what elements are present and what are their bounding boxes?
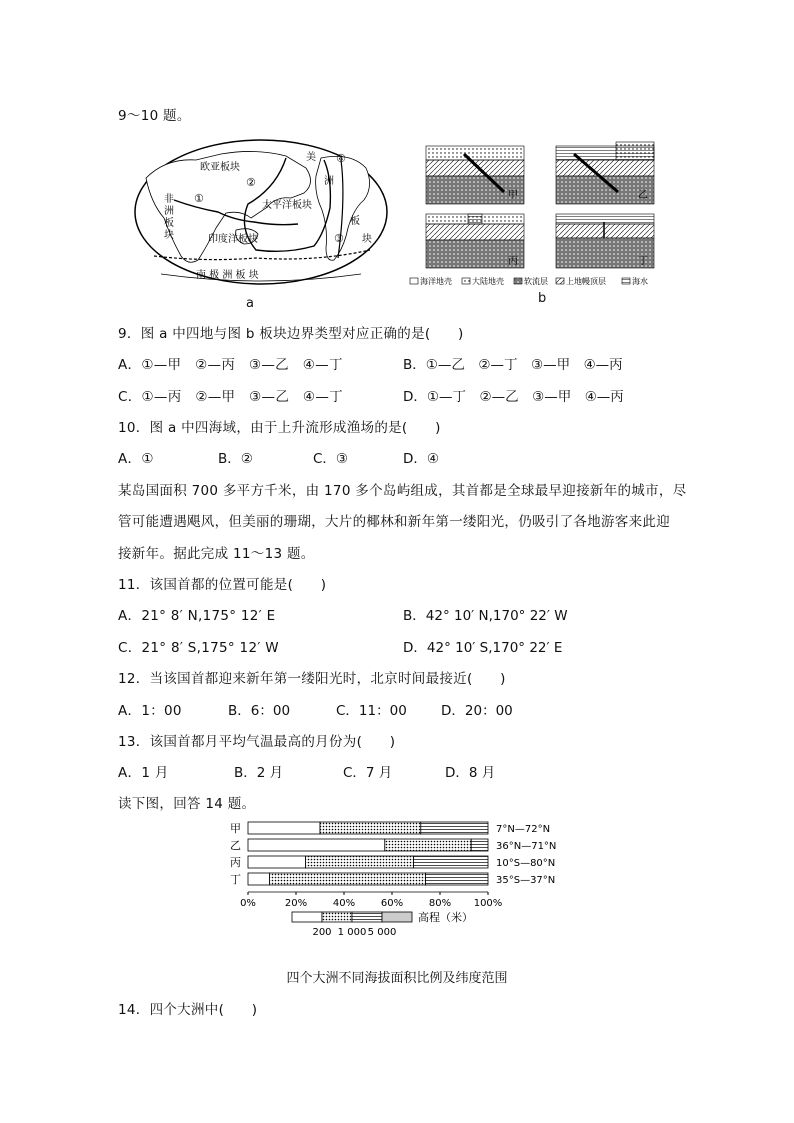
q9-option-b: B．①—乙 ②—丁 ③—甲 ④—丙 [403, 357, 623, 373]
passage-line-2: 管可能遭遇飓风，但美丽的珊瑚，大片的椰林和新年第一缕阳光，仍吸引了各地游客来此迎 [118, 514, 670, 530]
label-african-4: 块 [164, 230, 174, 241]
legend-series-label: 200 [312, 927, 332, 938]
q10-option-c: C．③ [313, 451, 349, 467]
section-bing [426, 214, 524, 268]
q11-option-b: B．42° 10′ N,170° 22′ W [403, 608, 568, 624]
q12-option-a: A．1：00 [118, 703, 182, 719]
label-american-3: 板 [350, 216, 360, 227]
latitude-range-label: 7°N—72°N [496, 824, 551, 835]
x-tick-label: 80% [428, 898, 452, 909]
bar-segment [248, 856, 306, 868]
legend-upper-mantle: 上地幔顶层 [566, 277, 606, 286]
bar-segment [248, 873, 270, 885]
section-yi [556, 142, 654, 204]
q13-option-b: B．2 月 [234, 765, 284, 781]
passage-line-3: 接新年。据此完成 11～13 题。 [118, 546, 315, 562]
legend-title: 高程（米） [418, 911, 473, 924]
q11-stem: 11．该国首都的位置可能是( ) [118, 577, 327, 593]
q11-option-d: D．42° 10′ S,170° 22′ E [403, 640, 563, 656]
q11-option-c: C．21° 8′ S,175° 12′ W [118, 640, 279, 656]
q12-option-b: B．6：00 [228, 703, 291, 719]
panel-label-bing: 丙 [508, 256, 518, 267]
category-label: 丁 [230, 873, 241, 886]
q13-option-a: A．1 月 [118, 765, 169, 781]
passage-line-1: 某岛国面积 700 多平方千米，由 170 多个岛屿组成，其首都是全球最早迎接新年的城市，尽 [118, 483, 687, 499]
figure-a-caption: a [246, 296, 254, 311]
latitude-range-label: 35°S—37°N [496, 875, 556, 886]
x-tick-label: 20% [284, 898, 308, 909]
legend-seawater: 海水 [632, 277, 648, 286]
marker-1: ① [194, 192, 204, 205]
figure-b-caption: b [538, 291, 547, 306]
panel-label-ding: 丁 [638, 256, 648, 267]
bar-segment [248, 822, 320, 834]
latitude-range-label: 10°S—80°N [496, 858, 556, 869]
q11-option-a: A．21° 8′ N,175° 12′ E [118, 608, 276, 624]
marker-2: ② [246, 176, 256, 189]
bar-segment [270, 873, 426, 885]
category-label: 乙 [230, 839, 241, 852]
label-african-3: 板 [164, 218, 174, 229]
chart-title: 四个大洲不同海拔面积比例及纬度范围 [286, 971, 508, 986]
bar-segment [306, 856, 414, 868]
label-antarctic-plate: 南 极 洲 板 块 [196, 270, 259, 281]
label-american-1: 美 [306, 152, 316, 163]
label-pacific-plate: 太平洋板块 [262, 200, 312, 211]
bar-segment [471, 839, 488, 851]
legend-series-label: 1 000 [337, 927, 367, 938]
bar-segment [414, 856, 488, 868]
q13-option-d: D．8 月 [445, 765, 496, 781]
q14-stem: 14．四个大洲中( ) [118, 1002, 258, 1018]
bar-segment [426, 873, 488, 885]
legend-continental-crust: 大陆地壳 [472, 277, 504, 286]
x-tick-label: 100% [473, 898, 503, 909]
bar-segment [248, 839, 385, 851]
bar-segment [320, 822, 421, 834]
bar-segment [385, 839, 471, 851]
x-tick-label: 40% [332, 898, 356, 909]
label-eurasian-plate: 欧亚板块 [200, 162, 240, 173]
legend-swatch [352, 912, 382, 922]
figure-b-legend [410, 276, 648, 286]
section-ding [556, 214, 654, 268]
x-tick-label: 60% [380, 898, 404, 909]
q10-option-d: D．④ [403, 451, 439, 467]
q10-option-b: B．② [218, 451, 253, 467]
read-instruction: 读下图，回答 14 题。 [118, 796, 256, 812]
x-tick-label: 0% [240, 898, 256, 909]
q9-option-c: C．①—丙 ②—甲 ③—乙 ④—丁 [118, 389, 343, 405]
q9-stem: 9．图 a 中四地与图 b 板块边界类型对应正确的是( ) [118, 326, 464, 342]
category-label: 甲 [230, 822, 241, 835]
marker-4: ④ [336, 152, 346, 165]
legend-series-label: 5 000 [367, 927, 397, 938]
q9-option-d: D．①—丁 ②—乙 ③—甲 ④—丙 [403, 389, 624, 405]
legend-oceanic-crust: 海洋地壳 [420, 277, 452, 286]
q10-option-a: A．① [118, 451, 154, 467]
legend-asthenosphere: 软流层 [524, 277, 548, 286]
q10-stem: 10．图 a 中四海域，由于上升流形成渔场的是( ) [118, 420, 441, 436]
elevation-chart [226, 816, 576, 958]
q9-option-a: A．①—甲 ②—丙 ③—乙 ④—丁 [118, 357, 343, 373]
q12-option-d: D．20：00 [441, 703, 513, 719]
legend-swatch [292, 912, 322, 922]
section-jia [426, 146, 524, 204]
label-american-4: 块 [362, 234, 372, 245]
latitude-range-label: 36°N—71°N [496, 841, 557, 852]
q12-stem: 12．当该国首都迎来新年第一缕阳光时，北京时间最接近( ) [118, 671, 506, 687]
label-african-2: 洲 [164, 206, 174, 217]
intro-line: 9～10 题。 [118, 108, 191, 124]
plate-boundary-sections-figure [404, 140, 676, 292]
q13-stem: 13．该国首都月平均气温最高的月份为( ) [118, 734, 396, 750]
legend-swatch [322, 912, 352, 922]
q12-option-c: C．11：00 [336, 703, 407, 719]
q13-option-c: C．7 月 [343, 765, 393, 781]
panel-label-jia: 甲 [508, 190, 518, 201]
panel-label-yi: 乙 [638, 190, 648, 201]
label-african-1: 非 [164, 194, 174, 205]
bar-segment [421, 822, 488, 834]
category-label: 丙 [230, 856, 241, 869]
legend-swatch [382, 912, 412, 922]
marker-3: ③ [334, 232, 344, 245]
label-indian-ocean-plate: 印度洋板块 [208, 234, 258, 245]
label-american-2: 洲 [324, 176, 334, 187]
plate-map-figure [126, 138, 396, 298]
